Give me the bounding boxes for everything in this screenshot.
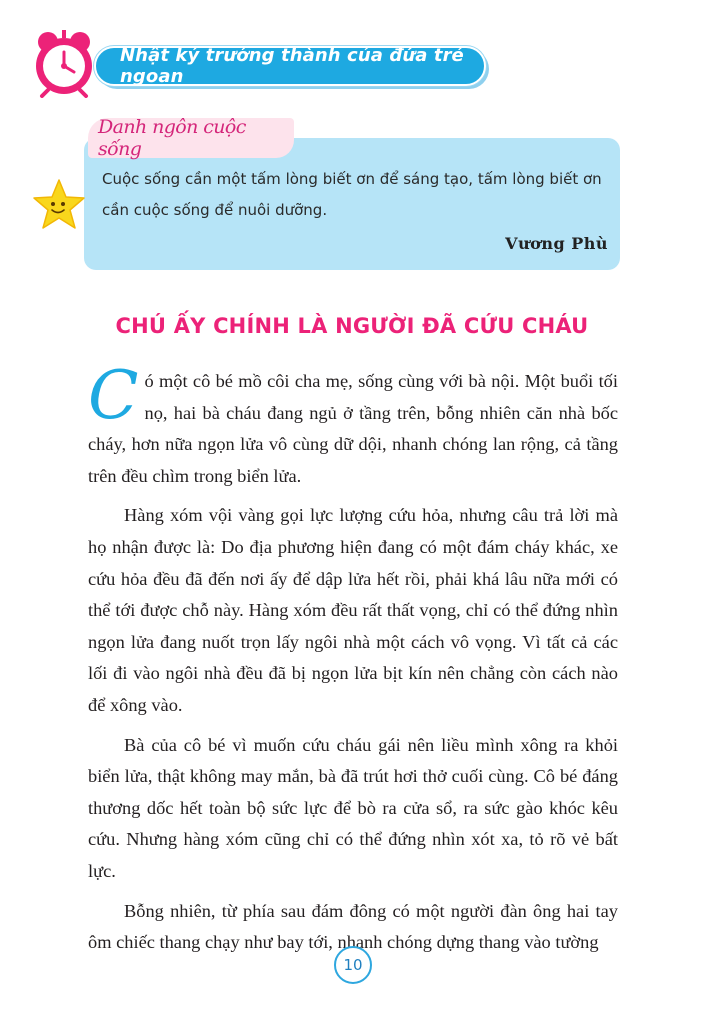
banner-title: Nhật ký trưởng thành của đứa trẻ ngoan (120, 45, 464, 87)
quote-text: Cuộc sống cần một tấm lòng biết ơn để sáng tạo, tấm lòng biết ơn cần cuộc sống để nuôi dưỡng. (102, 170, 602, 219)
paragraph-1 (88, 357, 618, 492)
quote-author: Vương Phù (505, 234, 608, 253)
story-body (88, 357, 618, 967)
paragraph-2: Hàng xóm vội vàng gọi lực lượng cứu hỏa, nhưng câu trả lời mà họ nhận được là: Do địa phương hiện đang có một đám cháy khác, xe cứu hỏa đều đã đến nơi ấy để dập lửa hết rồi, phải khá lâu nữa mới có thể tới được chỗ này. Hàng xóm đều rất thất vọng, chỉ có thể đứng nhìn ngọn lửa đang nuốt trọn lấy ngôi nhà một cách vô vọng. Vì tất cả các lối đi vào ngôi nhà đều đã bị ngọn lửa bịt kín nên chẳng còn cách nào để xông vào. (88, 505, 618, 715)
story-title: CHÚ ẤY CHÍNH LÀ NGƯỜI ĐÃ CỨU CHÁU (115, 314, 589, 338)
star-icon (32, 178, 86, 232)
paragraph-1-text: ó một cô bé mồ côi cha mẹ, sống cùng với bà nội. Một buổi tối nọ, hai bà cháu đang ngủ ở tầng trên, bỗng nhiên căn nhà bốc cháy, hơn nữa ngọn lửa vô cùng dữ dội, nhanh chóng lan rộng, cả tầng trên đều chìm trong biển lửa. (88, 371, 618, 486)
header-banner (94, 46, 486, 86)
alarm-clock-icon (26, 28, 102, 98)
quote-label-tab (88, 118, 294, 158)
drop-cap: C (88, 357, 139, 434)
quote-label: Danh ngôn cuộc sống (98, 116, 246, 160)
paragraph-3: Bà của cô bé vì muốn cứu cháu gái nên liều mình xông ra khỏi biển lửa, thật không may mắn, bà đã trút hơi thở cuối cùng. Cô bé đáng thương dốc hết toàn bộ sức lực để bò ra cửa sổ, ra sức gào khóc kêu cứu. Nhưng hàng xóm cũng chỉ có thể đứng nhìn xót xa, tỏ rõ vẻ bất lực. (88, 734, 618, 881)
paragraph-4: Bỗng nhiên, từ phía sau đám đông có một người đàn ông hai tay ôm chiếc thang chạy như bay tới, nhanh chóng dựng thang vào tường (88, 900, 618, 953)
page-number: 10 (334, 946, 372, 984)
